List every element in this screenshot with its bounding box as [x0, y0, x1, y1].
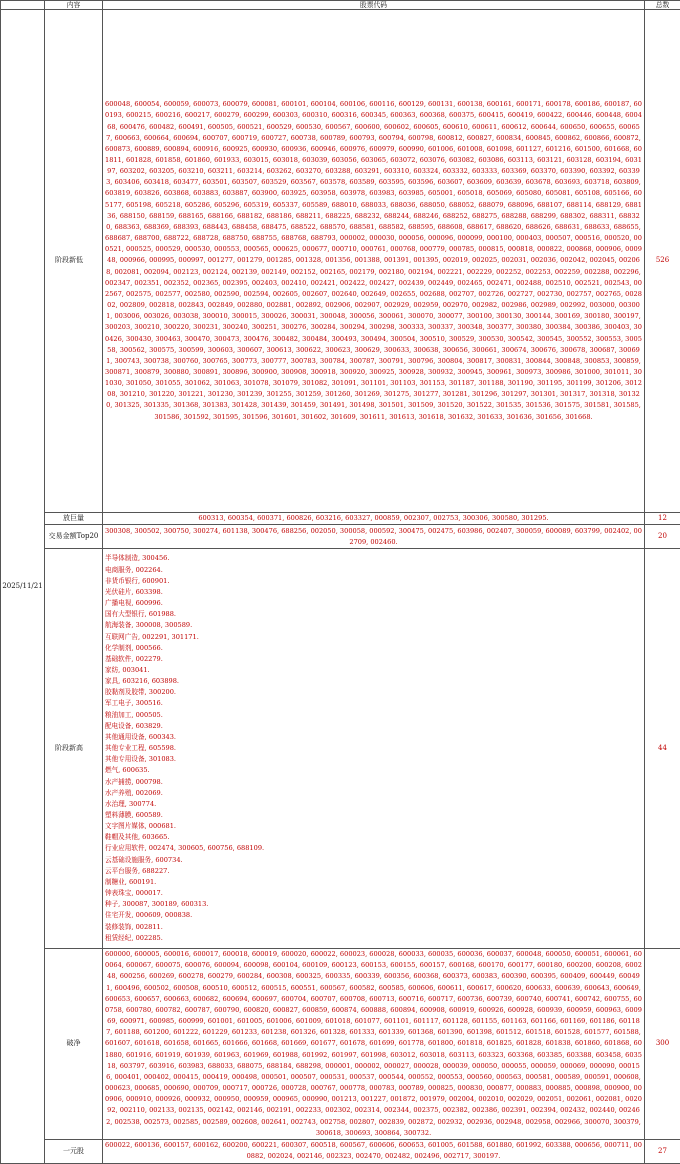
stage-high-item: 其他专业工程, 605598. [105, 743, 642, 754]
stage-high-item: 云平台服务, 688227. [105, 866, 642, 877]
codes-turnover: 300308, 300502, 300750, 300274, 601138, 300476, 688256, 002050, 300058, 000592, 300475, 002475, 603986, 002407, 300059, 600089, 603799, 002402, 002709, 002460. [103, 525, 645, 549]
stage-high-item: 电商服务, 002264. [105, 565, 642, 576]
count-volume: 12 [645, 513, 680, 525]
stage-high-item: 文字图片媒体, 000681. [105, 821, 642, 832]
stage-high-item: 广播电视, 600996. [105, 598, 642, 609]
row-break-net [1, 949, 680, 1140]
row-label-stage-low: 阶段新低 [45, 10, 103, 513]
row-label-stage-high: 阶段新高 [45, 549, 103, 949]
stage-high-item: 水治理, 300774. [105, 799, 642, 810]
stage-high-item: 住宅开发, 000609, 000838. [105, 910, 642, 921]
stage-high-item: 水产捕捞, 000798. [105, 777, 642, 788]
row-label-break-net: 破净 [45, 949, 103, 1140]
stage-high-item: 钟表珠宝, 000017. [105, 888, 642, 899]
stage-high-item: 光伏硅片, 603398. [105, 587, 642, 598]
row-label-one-yuan: 一元股 [45, 1139, 103, 1163]
codes-one-yuan: 600022, 600136, 600157, 600162, 600200, 600221, 600307, 600518, 600567, 600606, 600653, 601005, 601588, 601880, 601992, 603388, 000656, 000711, 000882, 002024, 002146, 002323, 002470, 002482, 002496, 002717, 300197. [103, 1139, 645, 1163]
stage-high-item: 其他通用设备, 600343. [105, 732, 642, 743]
header-content: 内容 [45, 1, 103, 10]
stage-high-list [105, 553, 642, 943]
count-one-yuan: 27 [645, 1139, 680, 1163]
stage-high-item: 粮油加工, 000505. [105, 710, 642, 721]
stage-high-item: 制糖业, 600191. [105, 877, 642, 888]
row-one-yuan [1, 1139, 680, 1163]
stage-high-item: 鞋帽及其他, 603665. [105, 832, 642, 843]
header-row [1, 1, 680, 10]
header-codes: 股票代码 [103, 1, 645, 10]
stage-high-item: 胶黏剂及胶带, 300200. [105, 687, 642, 698]
codes-stage-low: 600048, 600054, 600059, 600073, 600079, 600081, 600101, 600104, 600106, 600116, 600129, 600131, 600138, 600161, 600171, 600178, 600186, 600187, 600193, 600215, 600216, 600217, 600279, 600299, 600303, 600310, 600316, 600345, 600363, 600368, 600375, 600415, 600419, 600422, 600446, 600448, 600468, 600476, 600482, 600491, 600505, 600521, 600529, 600530, 600567, 600600, 600602, 600605, 600610, 600611, 600612, 600644, 600650, 600655, 600657, 600663, 600664, 600694, 600707, 600719, 600727, 600738, 600789, 600793, 600794, 600798, 600812, 600827, 600834, 600845, 600862, 600866, 600872, 600873, 600889, 600894, 600916, 600925, 600930, 600936, 600946, 600976, 600979, 600990, 601006, 601008, 601098, 601127, 601216, 601500, 601668, 601811, 601828, 601858, 601860, 601933, 603015, 603018, 603039, 603056, 603065, 603072, 603076, 603082, 603086, 603113, 603121, 603128, 603194, 603197, 603202, 603205, 603210, 603211, 603214, 603262, 603270, 603288, 603291, 603310, 603324, 603332, 603333, 603369, 603370, 603390, 603392, 603393, 603406, 603418, 603477, 603501, 603507, 603529, 603567, 603578, 603589, 603595, 603596, 603607, 603609, 603639, 603678, 603693, 603718, 603809, 603819, 603826, 603868, 603883, 603887, 603900, 603925, 603958, 603978, 603983, 603985, 605001, 605018, 605069, 605080, 605081, 605108, 605166, 605177, 605198, 605218, 605286, 605296, 605319, 605337, 605589, 688010, 688033, 688036, 688050, 688052, 688079, 688096, 688107, 688114, 688129, 688136, 688150, 688159, 688165, 688166, 688182, 688186, 688211, 688225, 688232, 688244, 688246, 688252, 688275, 688288, 688299, 688302, 688311, 688320, 688363, 688369, 688393, 688443, 688458, 688475, 688522, 688570, 688581, 688582, 688595, 688608, 688617, 688620, 688626, 688631, 688633, 688655, 688687, 688700, 688722, 688728, 688750, 688755, 688768, 688793, 000002, 000030, 000056, 000096, 000099, 000100, 000403, 000507, 000516, 000520, 000521, 000525, 000529, 000530, 000553, 000565, 000625, 000677, 000710, 000761, 000768, 000779, 000785, 000815, 000818, 000822, 000868, 000906, 000948, 000966, 000995, 000997, 001277, 001279, 001285, 001328, 001356, 001388, 001391, 001395, 002019, 002025, 002031, 002036, 002042, 002045, 002068, 002081, 002094, 002123, 002124, 002139, 002149, 002152, 002165, 002179, 002180, 002194, 002221, 002229, 002252, 002253, 002259, 002288, 002296, 002347, 002351, 002352, 002365, 002395, 002403, 002410, 002421, 002422, 002427, 002439, 002449, 002465, 002471, 002488, 002510, 002521, 002543, 002567, 002575, 002577, 002580, 002590, 002594, 002605, 002607, 002640, 002649, 002655, 002688, 002707, 002726, 002727, 002730, 002757, 002765, 002802, 002809, 002818, 002843, 002849, 002880, 002881, 002892, 002906, 002907, 002929, 002959, 002970, 002982, 002986, 002989, 002992, 003000, 003001, 003006, 003026, 003038, 300010, 300015, 300026, 300031, 300048, 300056, 300061, 300070, 300077, 300100, 300130, 300144, 300169, 300180, 300197, 300203, 300210, 300220, 300231, 300240, 300251, 300276, 300284, 300294, 300298, 300333, 300337, 300348, 300377, 300380, 300384, 300386, 300403, 300426, 300430, 300463, 300470, 300473, 300476, 300482, 300484, 300493, 300494, 300504, 300510, 300529, 300530, 300542, 300545, 300552, 300553, 300558, 300562, 300575, 300599, 300603, 300607, 300613, 300622, 300623, 300629, 300633, 300638, 300656, 300661, 300674, 300676, 300678, 300687, 300691, 300743, 300738, 300760, 300765, 300773, 300777, 300783, 300784, 300787, 300791, 300796, 300804, 300817, 300831, 300844, 300848, 300853, 300859, 300871, 300879, 300880, 300891, 300896, 300900, 300908, 300918, 300920, 300925, 300928, 300932, 300945, 300961, 300973, 300986, 301000, 301011, 301030, 301050, 301055, 301062, 301063, 301078, 301079, 301082, 301091, 301101, 301103, 301153, 301187, 301188, 301190, 301195, 301199, 301206, 301208, 301210, 301220, 301221, 301230, 301239, 301255, 301259, 301260, 301269, 301275, 301277, 301281, 301296, 301297, 301301, 301317, 301318, 301320, 301325, 301335, 301368, 301383, 301428, 301439, 301459, 301491, 301498, 301501, 301509, 301520, 301522, 301535, 301536, 301575, 301581, 301585, 301586, 301592, 301595, 301596, 301601, 301602, 301609, 301611, 301613, 301618, 301632, 301633, 301636, 301656, 301668. [103, 10, 645, 513]
stage-high-item: 基础软件, 002279. [105, 654, 642, 665]
stage-high-item: 租赁经纪, 002285. [105, 933, 642, 944]
stage-high-item: 非货币银行, 600901. [105, 576, 642, 587]
stage-high-item: 互联网广告, 002291, 301171. [105, 632, 642, 643]
count-stage-low: 526 [645, 10, 680, 513]
codes-stage-high [103, 549, 645, 949]
row-label-turnover: 交易金额Top20 [45, 525, 103, 549]
header-date [1, 1, 45, 10]
stage-high-item: 半导体制造, 300456. [105, 553, 642, 564]
count-stage-high: 44 [645, 549, 680, 949]
row-stage-low [1, 10, 680, 513]
stage-high-item: 种子, 300087, 300189, 600313. [105, 899, 642, 910]
stage-high-item: 家纺, 003041. [105, 665, 642, 676]
stage-high-item: 塑料薄膜, 600589. [105, 810, 642, 821]
stage-high-item: 其他专用设备, 301083. [105, 754, 642, 765]
count-turnover: 20 [645, 525, 680, 549]
stage-high-item: 家具, 603216, 603898. [105, 676, 642, 687]
date-cell: 2025/11/21 [1, 10, 45, 1164]
codes-volume: 600313, 600354, 600371, 600826, 603216, 603327, 000859, 002307, 002753, 300306, 300580, 301295. [103, 513, 645, 525]
stage-high-item: 水产养殖, 002069. [105, 788, 642, 799]
stage-high-item: 军工电子, 300516. [105, 698, 642, 709]
row-volume [1, 513, 680, 525]
count-break-net: 300 [645, 949, 680, 1140]
stage-high-item: 国有大型银行, 601988. [105, 609, 642, 620]
row-turnover [1, 525, 680, 549]
stage-high-item: 燃气, 600635. [105, 765, 642, 776]
stage-high-item: 装修装饰, 002811. [105, 922, 642, 933]
stage-high-item: 云基础设施服务, 600734. [105, 855, 642, 866]
header-total: 总数 [645, 1, 680, 10]
stage-high-item: 航海装备, 300008, 300589. [105, 620, 642, 631]
stage-high-item: 行业应用软件, 002474, 300605, 600756, 688109. [105, 843, 642, 854]
codes-break-net: 600000, 600005, 600016, 600017, 600018, 600019, 600020, 600022, 600023, 600028, 600033, 600035, 600036, 600037, 600048, 600050, 600051, 600061, 600064, 600067, 600075, 600076, 600094, 600098, 600104, 600109, 600123, 600153, 600155, 600157, 600168, 600170, 600177, 600180, 600200, 600208, 600248, 600256, 600269, 600278, 600279, 600284, 600308, 600325, 600335, 600339, 600356, 600368, 600373, 600383, 600390, 600395, 600409, 600449, 600491, 600496, 600502, 600508, 600510, 600512, 600515, 600551, 600567, 600582, 600585, 600606, 600611, 600617, 600620, 600633, 600639, 600643, 600649, 600653, 600657, 600663, 600682, 600694, 600697, 600704, 600707, 600708, 600713, 600716, 600717, 600736, 600739, 600740, 600741, 600742, 600755, 600758, 600780, 600782, 600787, 600790, 600820, 600827, 600859, 600874, 600888, 600894, 600908, 600919, 600926, 600928, 600939, 600959, 600963, 600969, 600971, 600985, 600999, 601001, 601005, 601006, 601009, 601018, 601077, 601101, 601117, 601128, 601155, 601163, 601166, 601169, 601186, 601187, 601188, 601200, 601222, 601229, 601233, 601238, 601326, 601328, 601333, 601339, 601368, 601390, 601398, 601512, 601518, 601528, 601577, 601588, 601607, 601618, 601658, 601665, 601666, 601668, 601669, 601677, 601678, 601699, 601778, 601800, 601818, 601825, 601828, 601838, 601860, 601868, 601880, 601916, 601919, 601939, 601963, 601969, 601988, 601992, 601997, 601998, 603012, 603018, 603113, 603323, 603368, 603385, 603388, 603458, 603518, 603797, 603916, 603983, 688033, 688075, 688184, 688298, 000001, 000002, 000027, 000028, 000039, 000050, 000055, 000059, 000069, 000090, 000156, 000401, 000402, 000415, 000419, 000498, 000501, 000507, 000531, 000537, 000544, 000552, 000553, 000560, 000563, 000581, 000589, 000591, 000608, 000623, 000685, 000690, 000709, 000717, 000726, 000728, 000767, 000778, 000783, 000789, 000825, 000830, 000877, 000883, 000885, 000898, 000900, 000906, 000910, 000926, 000932, 000950, 000959, 000965, 000990, 001213, 001227, 001872, 001979, 002004, 002010, 002029, 002051, 002061, 002081, 002092, 002110, 002133, 002135, 002142, 002146, 002191, 002233, 002302, 002314, 002344, 002375, 002382, 002386, 002391, 002394, 002432, 002440, 002462, 002538, 002573, 002585, 002589, 002608, 002641, 002743, 002758, 002807, 002839, 002872, 002932, 002936, 002948, 002958, 002966, 300070, 300379, 300618, 300693, 300864, 300732. [103, 949, 645, 1140]
row-stage-high [1, 549, 680, 949]
row-label-volume: 放巨量 [45, 513, 103, 525]
stage-high-item: 化学制剂, 000566. [105, 643, 642, 654]
stage-high-item: 配电设备, 603829. [105, 721, 642, 732]
